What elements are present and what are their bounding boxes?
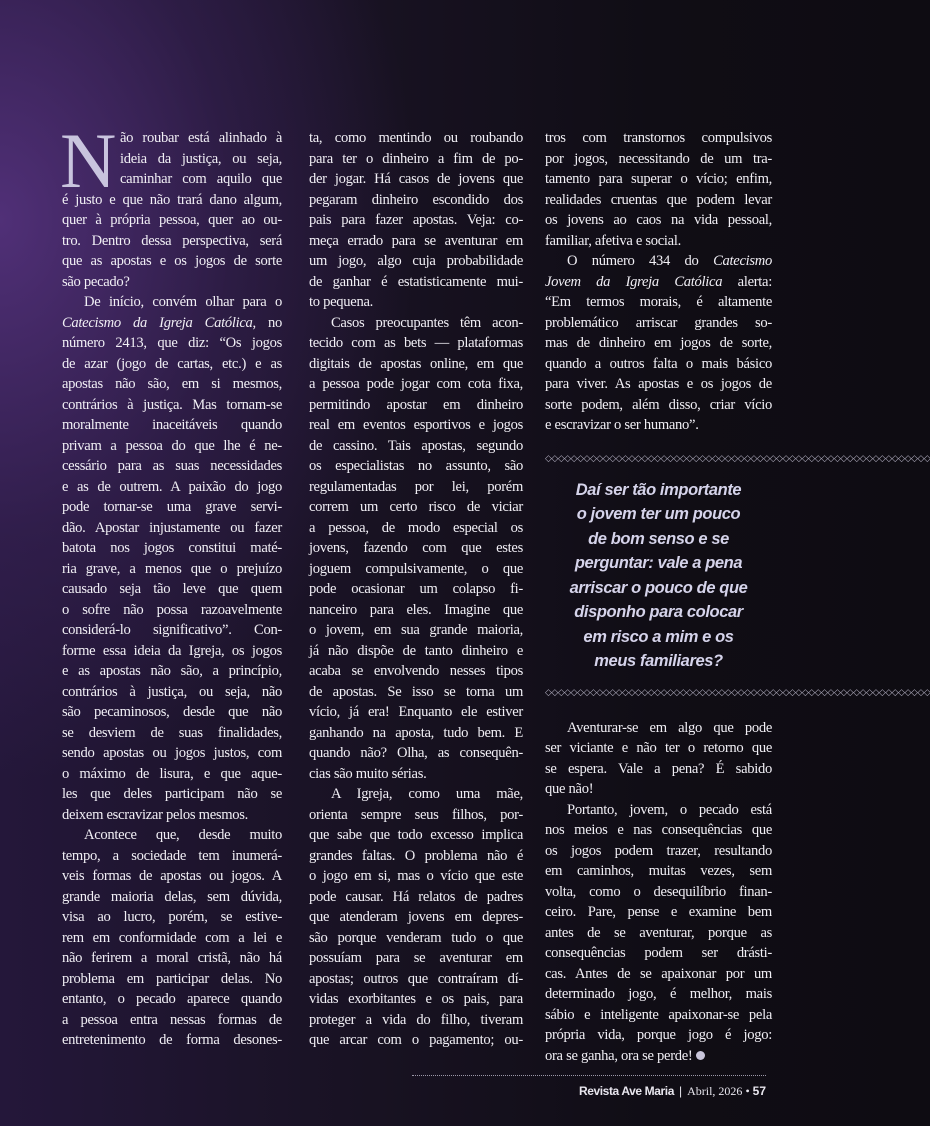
text-segment: já não dispõe de tanto dinheiro e xyxy=(309,642,523,659)
text-segment: de azar (jogo de cartas, etc.) e as xyxy=(62,355,282,372)
text-segment: e as apostas não são, a princípio, xyxy=(62,663,282,679)
text-segment: que arcar com o pagamento; ou- xyxy=(309,1032,523,1048)
text-line xyxy=(309,825,523,846)
text-segment: que as apostas e os jogos de sorte xyxy=(62,253,282,269)
text-segment: tro. Dentro dessa perspectiva, será xyxy=(62,232,282,249)
text-segment: tamento para superar o vício; enfim, xyxy=(545,171,772,187)
text-segment: forme essa ideia da Igreja, os jogos xyxy=(62,642,282,659)
text-segment: A Igreja, como uma mãe, xyxy=(331,786,523,802)
text-segment: , no xyxy=(252,314,282,331)
text-segment: proteger a vida do filho, tiveram xyxy=(309,1011,523,1028)
text-segment: antes de se aventurar, porque as xyxy=(545,924,772,941)
text-segment: volta, como o desequilíbrio finan- xyxy=(545,883,772,900)
pull-quote-line: de bom senso e se xyxy=(588,529,729,548)
text-line xyxy=(62,743,282,764)
text-segment: os especialistas no assunto, são xyxy=(309,458,523,474)
text-line xyxy=(309,620,523,641)
end-mark-icon xyxy=(696,1051,705,1060)
text-line xyxy=(62,620,282,641)
text-segment: os jogos podem trazer, resultando xyxy=(545,842,772,859)
text-line xyxy=(309,805,523,826)
text-segment: o sofre não possa razoavelmente xyxy=(62,601,282,618)
italic-title: Jovem da Igreja Católica xyxy=(545,273,723,290)
text-segment: mas de dinheiro em jogos de sorte, xyxy=(545,335,772,351)
text-line xyxy=(309,907,523,928)
text-segment: o jovem, em sua grande maioria, xyxy=(309,622,523,638)
text-segment: quando a outros falta o mais básico xyxy=(545,355,772,372)
text-segment: de ganhar é estatisticamente mui- xyxy=(309,273,523,290)
text-line xyxy=(62,374,282,395)
text-line xyxy=(309,231,523,252)
text-line xyxy=(309,128,523,149)
text-segment: sorte podem, além disso, criar vício xyxy=(545,396,772,413)
text-segment: a pessoa, de modo especial os xyxy=(309,519,523,536)
text-segment: de apostas. Se isso se torna um xyxy=(309,683,523,700)
text-line xyxy=(62,579,282,600)
text-segment: pode causar. Há relatos de padres xyxy=(309,888,523,905)
text-line xyxy=(62,538,282,559)
text-line xyxy=(545,251,772,272)
text-segment: não ferirem a moral cristã, não há xyxy=(62,950,282,966)
text-line xyxy=(545,231,772,252)
text-line xyxy=(309,887,523,908)
text-segment: de cassino. Tais apostas, segundo xyxy=(309,437,523,454)
text-segment: grandes faltas. O problema não é xyxy=(309,847,523,864)
pull-quote-line: Daí ser tão importante xyxy=(575,480,742,499)
text-line xyxy=(545,210,772,231)
text-segment: ão roubar está alinhado à xyxy=(120,130,282,146)
text-segment: tros com transtornos compulsivos xyxy=(545,130,772,146)
text-line xyxy=(309,292,523,313)
text-segment: familiar, afetiva e social. xyxy=(545,232,681,249)
pull-quote xyxy=(545,464,772,686)
text-line xyxy=(545,800,772,821)
text-line xyxy=(309,251,523,272)
article-column-1 xyxy=(60,117,282,1051)
text-line xyxy=(545,882,772,903)
text-line xyxy=(309,190,523,211)
text-segment: pode ocasionar um colapso fi- xyxy=(309,581,523,597)
text-line xyxy=(309,866,523,887)
text-segment: to pequena. xyxy=(309,294,373,310)
text-segment: batota nos jogos constitui maté- xyxy=(62,540,282,556)
text-line xyxy=(62,600,282,621)
text-segment: caminhar com aquilo que xyxy=(120,171,282,187)
text-segment: se desviem de suas finalidades, xyxy=(62,724,282,741)
text-line xyxy=(545,292,772,313)
text-line xyxy=(545,354,772,375)
text-line xyxy=(309,641,523,662)
text-line xyxy=(62,354,282,375)
footer-bullet: • xyxy=(745,1084,750,1098)
italic-title: Catecismo da Igreja Católica xyxy=(62,314,253,331)
text-segment: e escravizar o ser humano”. xyxy=(545,417,699,433)
page-footer xyxy=(579,1084,766,1099)
text-line xyxy=(62,825,282,846)
text-line xyxy=(62,805,282,826)
text-segment: o jogo em si, mas o vício que este xyxy=(309,868,523,884)
text-segment: orienta sempre seus filhos, por- xyxy=(309,806,523,823)
text-line xyxy=(545,738,772,759)
text-line xyxy=(545,984,772,1005)
text-segment: são porque venderam tudo o que xyxy=(309,929,523,946)
text-line xyxy=(545,149,772,170)
text-segment: vidas exorbitantes e os pais, para xyxy=(309,991,523,1007)
text-segment: por jogos, necessitando de um tra- xyxy=(545,150,772,167)
text-line xyxy=(62,210,282,231)
text-segment: joguem compulsivamente, o que xyxy=(309,560,523,577)
text-line xyxy=(309,1030,523,1051)
text-segment: que não! xyxy=(545,781,594,797)
text-line xyxy=(62,723,282,744)
text-line xyxy=(545,415,772,436)
text-segment: Acontece que, desde muito xyxy=(84,827,282,843)
text-line xyxy=(309,272,523,293)
text-segment: meça errado para se aventurar em xyxy=(309,232,523,249)
text-segment: o máximo de lisura, e que aque- xyxy=(62,765,282,782)
text-segment: problemático arriscar grandes so- xyxy=(545,314,772,331)
text-segment: um jogo, algo cuja probabilidade xyxy=(309,253,523,269)
text-line xyxy=(62,415,282,436)
text-segment: realidades cruentas que podem levar xyxy=(545,191,772,208)
text-segment: regulamentadas por lei, porém xyxy=(309,478,523,495)
text-line xyxy=(309,169,523,190)
text-line xyxy=(545,1025,772,1046)
text-segment: ganhando na aposta, tudo bem. E xyxy=(309,724,523,741)
diamond-divider: ◇◇◇◇◇◇◇◇◇◇◇◇◇◇◇◇◇◇◇◇◇◇◇◇◇◇◇◇◇◇◇◇◇◇◇◇◇◇◇◇◇◇◇◇◇◇◇◇◇◇◇◇◇◇◇◇◇◇◇◇ xyxy=(545,686,930,697)
pull-quote-line: o jovem ter um pouco xyxy=(576,505,741,523)
text-segment: De início, convém olhar para o xyxy=(84,294,282,310)
text-line xyxy=(62,764,282,785)
text-line xyxy=(62,518,282,539)
text-line xyxy=(62,272,282,293)
text-segment: real em eventos esportivos e jogos xyxy=(309,417,523,433)
text-line xyxy=(545,779,772,800)
pull-quote-line: em risco a mim e os xyxy=(583,627,734,646)
text-line xyxy=(62,887,282,908)
text-segment: Portanto, jovem, o pecado está xyxy=(567,801,772,818)
text-line xyxy=(62,641,282,662)
text-line xyxy=(62,1030,282,1051)
text-line xyxy=(545,759,772,780)
text-line xyxy=(62,313,282,334)
text-segment: contrários à justiça. Mas tornam-se xyxy=(62,396,282,413)
text-line xyxy=(62,559,282,580)
text-segment: entanto, o pecado aparece quando xyxy=(62,991,282,1007)
text-segment: entretenimento de forma desones- xyxy=(62,1032,282,1048)
text-line xyxy=(309,313,523,334)
text-line xyxy=(309,661,523,682)
text-segment: são pecaminosos, desde que não xyxy=(62,704,282,720)
drop-cap: N xyxy=(60,117,117,204)
text-segment: privam a pessoa do que lhe é ne- xyxy=(62,437,282,454)
text-line xyxy=(62,436,282,457)
text-line xyxy=(545,841,772,862)
text-line xyxy=(545,333,772,354)
text-line xyxy=(62,497,282,518)
text-line xyxy=(545,190,772,211)
text-segment: pais para fazer apostas. Veja: co- xyxy=(309,212,523,228)
text-line xyxy=(62,682,282,703)
text-segment: der jogar. Há casos de jovens que xyxy=(309,171,523,187)
text-line xyxy=(62,395,282,416)
text-line xyxy=(62,784,282,805)
text-line xyxy=(309,518,523,539)
text-line xyxy=(545,395,772,416)
text-line xyxy=(62,846,282,867)
text-line xyxy=(62,866,282,887)
text-line xyxy=(309,784,523,805)
text-segment: digitais de apostas online, em que xyxy=(309,355,523,372)
text-segment: Aventurar-se em algo que pode xyxy=(567,719,772,736)
text-line xyxy=(309,477,523,498)
text-line xyxy=(545,923,772,944)
text-segment: própria vida, porque jogo é jogo: xyxy=(545,1027,772,1043)
text-segment: moralmente inaceitáveis quando xyxy=(62,417,282,433)
text-line xyxy=(309,395,523,416)
text-segment: “Em termos morais, é altamente xyxy=(545,294,772,310)
text-line xyxy=(309,764,523,785)
text-segment: considerá-lo significativo”. Con- xyxy=(62,622,282,638)
text-line xyxy=(545,128,772,149)
text-segment: contrários à justiça, ou seja, não xyxy=(62,683,282,700)
text-segment: problema em participar delas. No xyxy=(62,970,282,987)
text-line xyxy=(62,989,282,1010)
text-segment: apostas; outros que contraíram dí- xyxy=(309,970,523,987)
text-segment: tecido com as bets — plataformas xyxy=(309,335,523,351)
text-segment: causado seja tão leve que quem xyxy=(62,581,282,597)
text-line xyxy=(309,354,523,375)
text-segment: ideia da justiça, ou seja, xyxy=(120,150,282,167)
page-number: 57 xyxy=(752,1084,766,1098)
text-segment: nos meios e nas consequências que xyxy=(545,822,772,838)
text-line xyxy=(309,538,523,559)
issue-date: Abril, 2026 xyxy=(687,1084,743,1098)
text-line xyxy=(545,820,772,841)
text-line xyxy=(62,907,282,928)
text-segment: nanceiro para eles. Imagine que xyxy=(309,601,523,618)
text-line xyxy=(545,169,772,190)
text-line xyxy=(309,723,523,744)
text-line xyxy=(545,964,772,985)
text-line xyxy=(62,292,282,313)
text-segment: rem em conformidade com a lei e xyxy=(62,929,282,946)
text-segment: possuíam para se aventurar em xyxy=(309,950,523,966)
text-segment: ser viciante e não ter o retorno que xyxy=(545,740,772,756)
text-segment: a pessoa entra nessas formas de xyxy=(62,1011,282,1028)
text-segment: são pecado? xyxy=(62,273,130,290)
text-line xyxy=(309,210,523,231)
text-segment: pode tornar-se uma grave servi- xyxy=(62,499,282,515)
text-line xyxy=(309,497,523,518)
text-segment: acaba se envolvendo nesses tipos xyxy=(309,663,523,679)
text-segment: apostas não são, em si mesmos, xyxy=(62,376,282,392)
text-segment: que atenderam jovens em depres- xyxy=(309,909,523,925)
text-line xyxy=(309,846,523,867)
text-line xyxy=(545,902,772,923)
text-segment: les que deles participam não se xyxy=(62,786,282,802)
text-line xyxy=(545,943,772,964)
text-line xyxy=(309,743,523,764)
footer-divider xyxy=(412,1075,766,1076)
text-line xyxy=(62,251,282,272)
text-segment: Casos preocupantes têm acon- xyxy=(331,314,523,331)
text-line xyxy=(62,928,282,949)
text-segment: permitindo apostar em dinheiro xyxy=(309,396,523,413)
text-segment: é justo e que não trará dano algum, xyxy=(62,191,282,208)
text-segment: consequências podem ser drásti- xyxy=(545,945,772,961)
text-line xyxy=(62,969,282,990)
text-segment: dão. Apostar injustamente ou fazer xyxy=(62,519,282,536)
text-line xyxy=(545,1046,772,1067)
text-segment: sábio e inteligente apaixonar-se pela xyxy=(545,1006,772,1023)
text-line xyxy=(309,600,523,621)
text-segment: ora se ganha, ora se perde! xyxy=(545,1047,693,1064)
footer-separator: | xyxy=(678,1084,683,1098)
pull-quote-line: meus familiares? xyxy=(594,652,723,670)
text-line xyxy=(309,702,523,723)
text-segment: quer à própria pessoa, quer ao ou- xyxy=(62,212,282,228)
text-line xyxy=(545,718,772,739)
text-segment: correm um certo risco de viciar xyxy=(309,499,523,515)
text-line xyxy=(545,374,772,395)
text-segment: cessário para as suas necessidades xyxy=(62,458,282,474)
pull-quote-line: disponho para colocar xyxy=(574,603,743,621)
text-line xyxy=(309,682,523,703)
text-segment: sendo apostas ou jogos justos, com xyxy=(62,745,282,761)
text-line xyxy=(545,272,772,293)
text-line xyxy=(62,702,282,723)
text-line xyxy=(309,928,523,949)
text-segment: alerta: xyxy=(722,273,772,290)
text-line xyxy=(309,456,523,477)
text-segment: para viver. As apostas e os jogos de xyxy=(545,376,772,392)
text-segment: cias são muito sérias. xyxy=(309,765,427,782)
text-line xyxy=(309,559,523,580)
text-line xyxy=(62,661,282,682)
text-segment: veis formas de apostas ou jogos. A xyxy=(62,868,282,884)
text-segment: ceiro. Pare, pense e examine bem xyxy=(545,904,772,920)
italic-title: Catecismo xyxy=(713,253,772,269)
text-line xyxy=(545,861,772,882)
text-line xyxy=(309,149,523,170)
text-segment: em caminhos, muitas vezes, sem xyxy=(545,863,772,879)
text-line xyxy=(309,989,523,1010)
text-segment: jovens, fazendo com que estes xyxy=(309,540,523,556)
text-segment: se espera. Vale a pena? É sabido xyxy=(545,760,772,777)
text-line xyxy=(62,1010,282,1031)
text-line xyxy=(62,231,282,252)
text-segment: pegaram dinheiro escondido dos xyxy=(309,191,523,208)
text-segment: quando não? Olha, as consequên- xyxy=(309,745,523,761)
text-line xyxy=(309,579,523,600)
text-segment: determinado jogo, é melhor, mais xyxy=(545,986,772,1002)
article-column-3 xyxy=(545,128,930,1066)
text-line xyxy=(309,374,523,395)
diamond-divider: ◇◇◇◇◇◇◇◇◇◇◇◇◇◇◇◇◇◇◇◇◇◇◇◇◇◇◇◇◇◇◇◇◇◇◇◇◇◇◇◇◇◇◇◇◇◇◇◇◇◇◇◇◇◇◇◇◇◇◇◇ xyxy=(545,452,930,463)
text-segment: grande maioria delas, sem dúvida, xyxy=(62,888,282,905)
pull-quote-line: arriscar o pouco de que xyxy=(569,578,748,597)
text-segment: vício, já era! Enquanto ele estiver xyxy=(309,704,523,720)
text-line xyxy=(309,948,523,969)
text-segment: deixem escravizar pelos mesmos. xyxy=(62,806,249,823)
text-line xyxy=(309,969,523,990)
text-line xyxy=(309,333,523,354)
text-line xyxy=(62,477,282,498)
text-segment: cas. Antes de se apaixonar por um xyxy=(545,965,772,982)
text-line xyxy=(62,948,282,969)
magazine-name: Revista Ave Maria xyxy=(578,1084,674,1098)
text-line xyxy=(62,456,282,477)
text-segment: ria grave, a menos que o prejuízo xyxy=(62,560,282,577)
text-segment: os jovens ao caos na vida pessoal, xyxy=(545,212,772,228)
text-line xyxy=(545,1005,772,1026)
text-segment: a pessoa pode jogar com cota fixa, xyxy=(309,376,523,392)
text-line xyxy=(309,1010,523,1031)
text-segment: número 2413, que diz: “Os jogos xyxy=(62,335,282,351)
text-segment: e as de outrem. A paixão do jogo xyxy=(62,478,282,495)
text-segment: para ter o dinheiro a fim de po- xyxy=(309,150,523,167)
text-line xyxy=(309,436,523,457)
pull-quote-line: perguntar: vale a pena xyxy=(574,554,743,572)
text-line xyxy=(62,333,282,354)
text-segment: visa ao lucro, porém, se estive- xyxy=(62,909,282,925)
text-line xyxy=(309,415,523,436)
article-column-2 xyxy=(309,128,523,1051)
text-segment: tempo, a sociedade tem inumerá- xyxy=(62,847,282,864)
text-segment: que sabe que todo excesso implica xyxy=(309,827,523,843)
text-segment: ta, como mentindo ou roubando xyxy=(309,130,523,146)
text-line xyxy=(545,313,772,334)
text-segment: O número 434 do xyxy=(567,253,714,269)
